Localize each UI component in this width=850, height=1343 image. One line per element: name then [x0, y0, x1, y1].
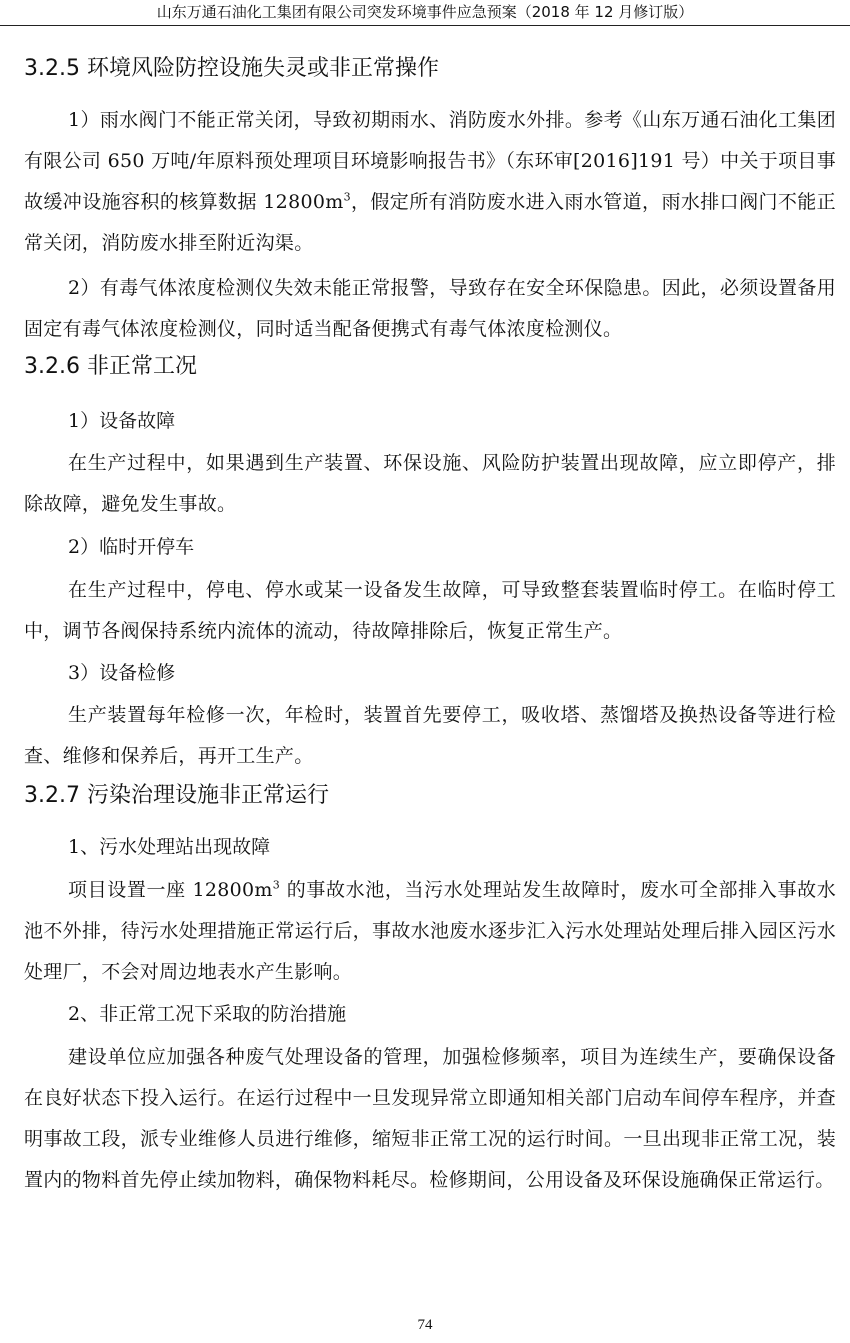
running-header: 山东万通石油化工集团有限公司突发环境事件应急预案（2018 年 12 月修订版）	[0, 0, 850, 26]
page-number: 74	[417, 1317, 433, 1333]
paragraph-text: ，假定所有消防废水进入雨水管道，雨水排口阀门不能正常关闭，消防废水排至附近沟渠。	[24, 191, 836, 254]
paragraph-wastewater-station	[24, 870, 836, 993]
paragraph-gas-detector: 2）有毒气体浓度检测仪失效未能正常报警，导致存在安全环保隐患。因此，必须设置备用固定有毒气体浓度检测仪，同时适当配备便携式有毒气体浓度检测仪。	[24, 277, 836, 340]
item-heading-wastewater-station: 1、污水处理站出现故障	[68, 836, 271, 858]
section-heading-3-2-6: 3.2.6 非正常工况	[24, 354, 197, 379]
superscript: 3	[272, 878, 281, 892]
section-heading-3-2-7: 3.2.7 污染治理设施非正常运行	[24, 783, 329, 808]
paragraph-equipment-failure: 在生产过程中，如果遇到生产装置、环保设施、风险防护装置出现故障，应立即停产，排除故障，避免发生事故。	[24, 452, 836, 515]
paragraph-temporary-shutdown: 在生产过程中，停电、停水或某一设备发生故障，可导致整套装置临时停工。在临时停工中，调节各阀保持系统内流体的流动，待故障排除后，恢复正常生产。	[24, 579, 836, 642]
paragraph-maintenance: 生产装置每年检修一次，年检时，装置首先要停工，吸收塔、蒸馏塔及换热设备等进行检查、维修和保养后，再开工生产。	[24, 704, 836, 767]
item-heading-maintenance: 3）设备检修	[68, 662, 176, 684]
item-heading-prevention-measures: 2、非正常工况下采取的防治措施	[68, 1003, 347, 1025]
item-heading-temporary-shutdown: 2）临时开停车	[68, 536, 195, 558]
paragraph-text: 项目设置一座 12800m	[68, 879, 273, 901]
item-heading-equipment-failure: 1）设备故障	[68, 410, 176, 432]
section-heading-3-2-5: 3.2.5 环境风险防控设施失灵或非正常操作	[24, 56, 439, 81]
superscript: 3	[343, 190, 351, 204]
paragraph-text: 1）雨水阀门不能正常关闭，导致初期雨水、消防废水外排。参考《山东万通石油化工集团有限公司 650 万吨/年原料预处理项目环境影响报告书》（东环审[2016]191 号）中关于项目事故缓冲设施容积的核算数据 12800m	[24, 109, 836, 213]
paragraph-rainwater-valve	[24, 100, 836, 264]
paragraph-prevention-measures: 建设单位应加强各种废气处理设备的管理，加强检修频率，项目为连续生产，要确保设备在良好状态下投入运行。在运行过程中一旦发现异常立即通知相关部门启动车间停车程序，并查明事故工段，派专业维修人员进行维修，缩短非正常工况的运行时间。一旦出现非正常工况，装置内的物料首先停止续加物料，确保物料耗尽。检修期间，公用设备及环保设施确保正常运行。	[24, 1046, 836, 1191]
paragraph-text: 的事故水池，当污水处理站发生故障时，废水可全部排入事故水池不外排，待污水处理措施正常运行后，事故水池废水逐步汇入污水处理站处理后排入园区污水处理厂，不会对周边地表水产生影响。	[24, 879, 836, 983]
